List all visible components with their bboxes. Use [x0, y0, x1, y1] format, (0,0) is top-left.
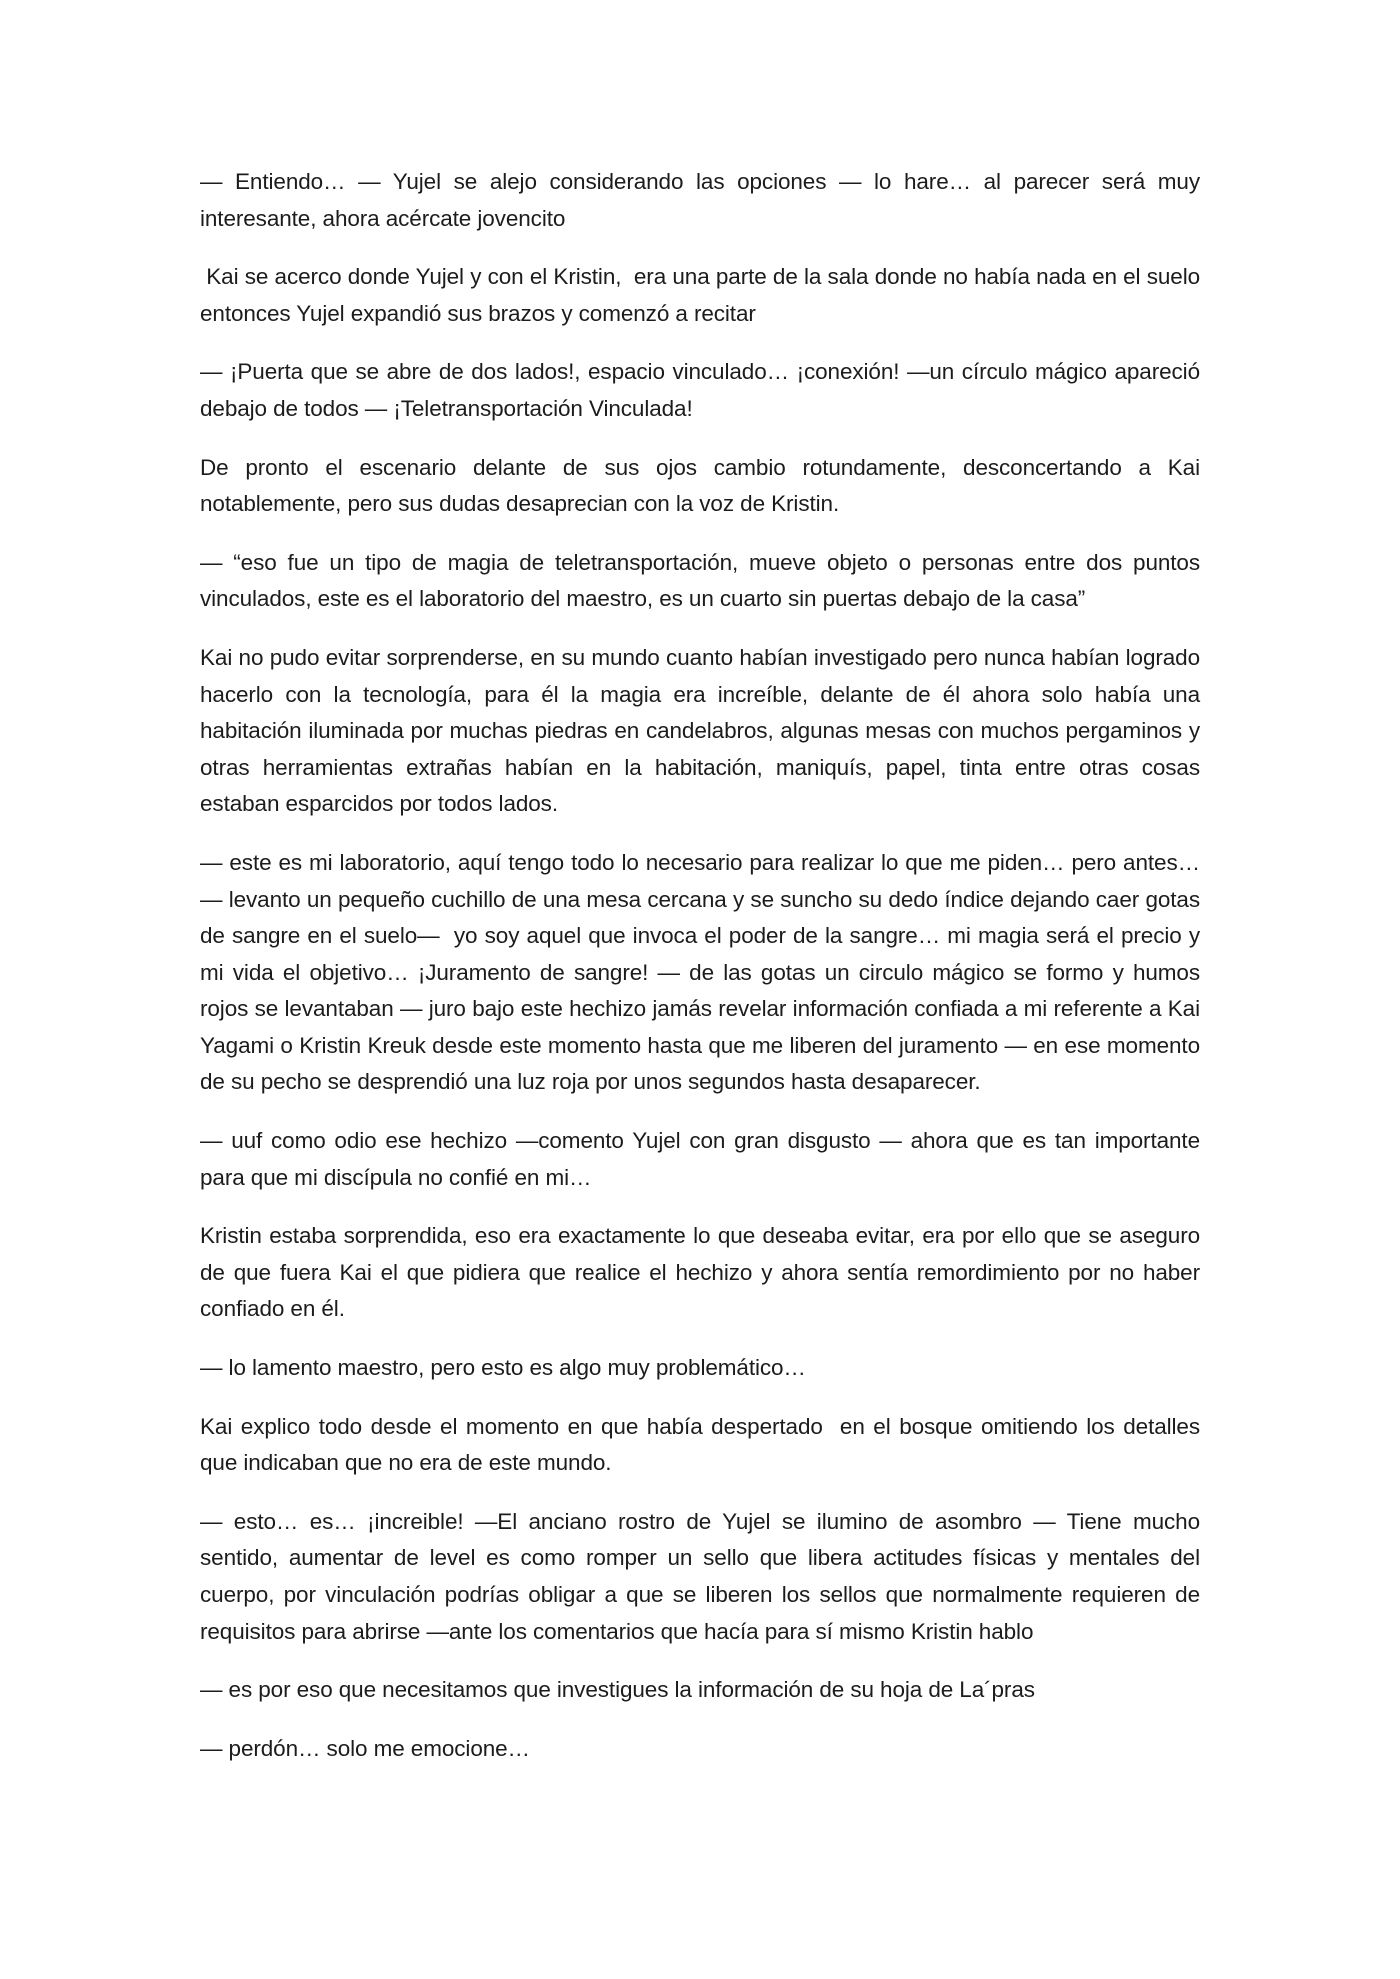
paragraph: — este es mi laboratorio, aquí tengo todo lo necesario para realizar lo que me piden… pero antes… — levanto un pequeño cuchillo de una mesa cercana y se suncho su dedo índice dejando caer gotas de sangre en el suelo— yo soy aquel que invoca el poder de la sangre… mi magia será el precio y mi vida el objetivo… ¡Juramento de sangre! — de las gotas un circulo mágico se formo y humos rojos se levantaban — juro bajo este hechizo jamás revelar información confiada a mi referente a Kai Yagami o Kristin Kreuk desde este momento hasta que me liberen del juramento — en ese momento de su pecho se desprendió una luz roja por unos segundos hasta desaparecer. — [200, 849, 1207, 1095]
paragraph: — ¡Puerta que se abre de dos lados!, espacio vinculado… ¡conexión! —un círculo mágico apareció debajo de todos — ¡Teletransportación Vinculada! — [200, 359, 1207, 421]
paragraph: Kai se acerco donde Yujel y con el Kristin, era una parte de la sala donde no había nada en el suelo entonces Yujel expandió sus brazos y comenzó a recitar — [200, 264, 1207, 326]
paragraph: — esto… es… ¡increible! —El anciano rostro de Yujel se ilumino de asombro — Tiene mucho sentido, aumentar de level es como romper un sello que libera actitudes físicas y mentales del cuerpo, por vinculación podrías obligar a que se liberen los sellos que normalmente requieren de requisitos para abrirse —ante los comentarios que hacía para sí mismo Kristin hablo — [200, 1508, 1207, 1644]
paragraph: Kai no pudo evitar sorprenderse, en su mundo cuanto habían investigado pero nunca habían logrado hacerlo con la tecnología, para él la magia era increíble, delante de él ahora solo había una habitación iluminada por muchas piedras en candelabros, algunas mesas con muchos pergaminos y otras herramientas extrañas habían en la habitación, maniquís, papel, tinta entre otras cosas estaban esparcidos por todos lados. — [200, 644, 1207, 817]
paragraph: — es por eso que necesitamos que investigues la información de su hoja de La´pras — [200, 1677, 1035, 1703]
paragraph: — Entiendo… — Yujel se alejo considerando las opciones — lo hare… al parecer será muy interesante, ahora acércate jovencito — [200, 169, 1207, 231]
paragraph: — “eso fue un tipo de magia de teletransportación, mueve objeto o personas entre dos puntos vinculados, este es el laboratorio del maestro, es un cuarto sin puertas debajo de la casa” — [200, 549, 1207, 612]
paragraph: Kai explico todo desde el momento en que había despertado en el bosque omitiendo los detalles que indicaban que no era de este mundo. — [200, 1413, 1207, 1476]
paragraph: De pronto el escenario delante de sus ojos cambio rotundamente, desconcertando a Kai notablemente, pero sus dudas desaprecian con la voz de Kristin. — [200, 454, 1207, 517]
paragraph: — lo lamento maestro, pero esto es algo muy problemático… — [200, 1355, 806, 1381]
paragraph: — uuf como odio ese hechizo —comento Yujel con gran disgusto — ahora que es tan importante para que mi discípula no confié en mi… — [200, 1128, 1207, 1190]
paragraph: — perdón… solo me emocione… — [200, 1735, 530, 1761]
paragraph: Kristin estaba sorprendida, eso era exactamente lo que deseaba evitar, era por ello que se aseguro de que fuera Kai el que pidiera que realice el hechizo y ahora sentía remordimiento por no haber confiado en él. — [200, 1223, 1207, 1322]
document-body — [200, 164, 1207, 1789]
